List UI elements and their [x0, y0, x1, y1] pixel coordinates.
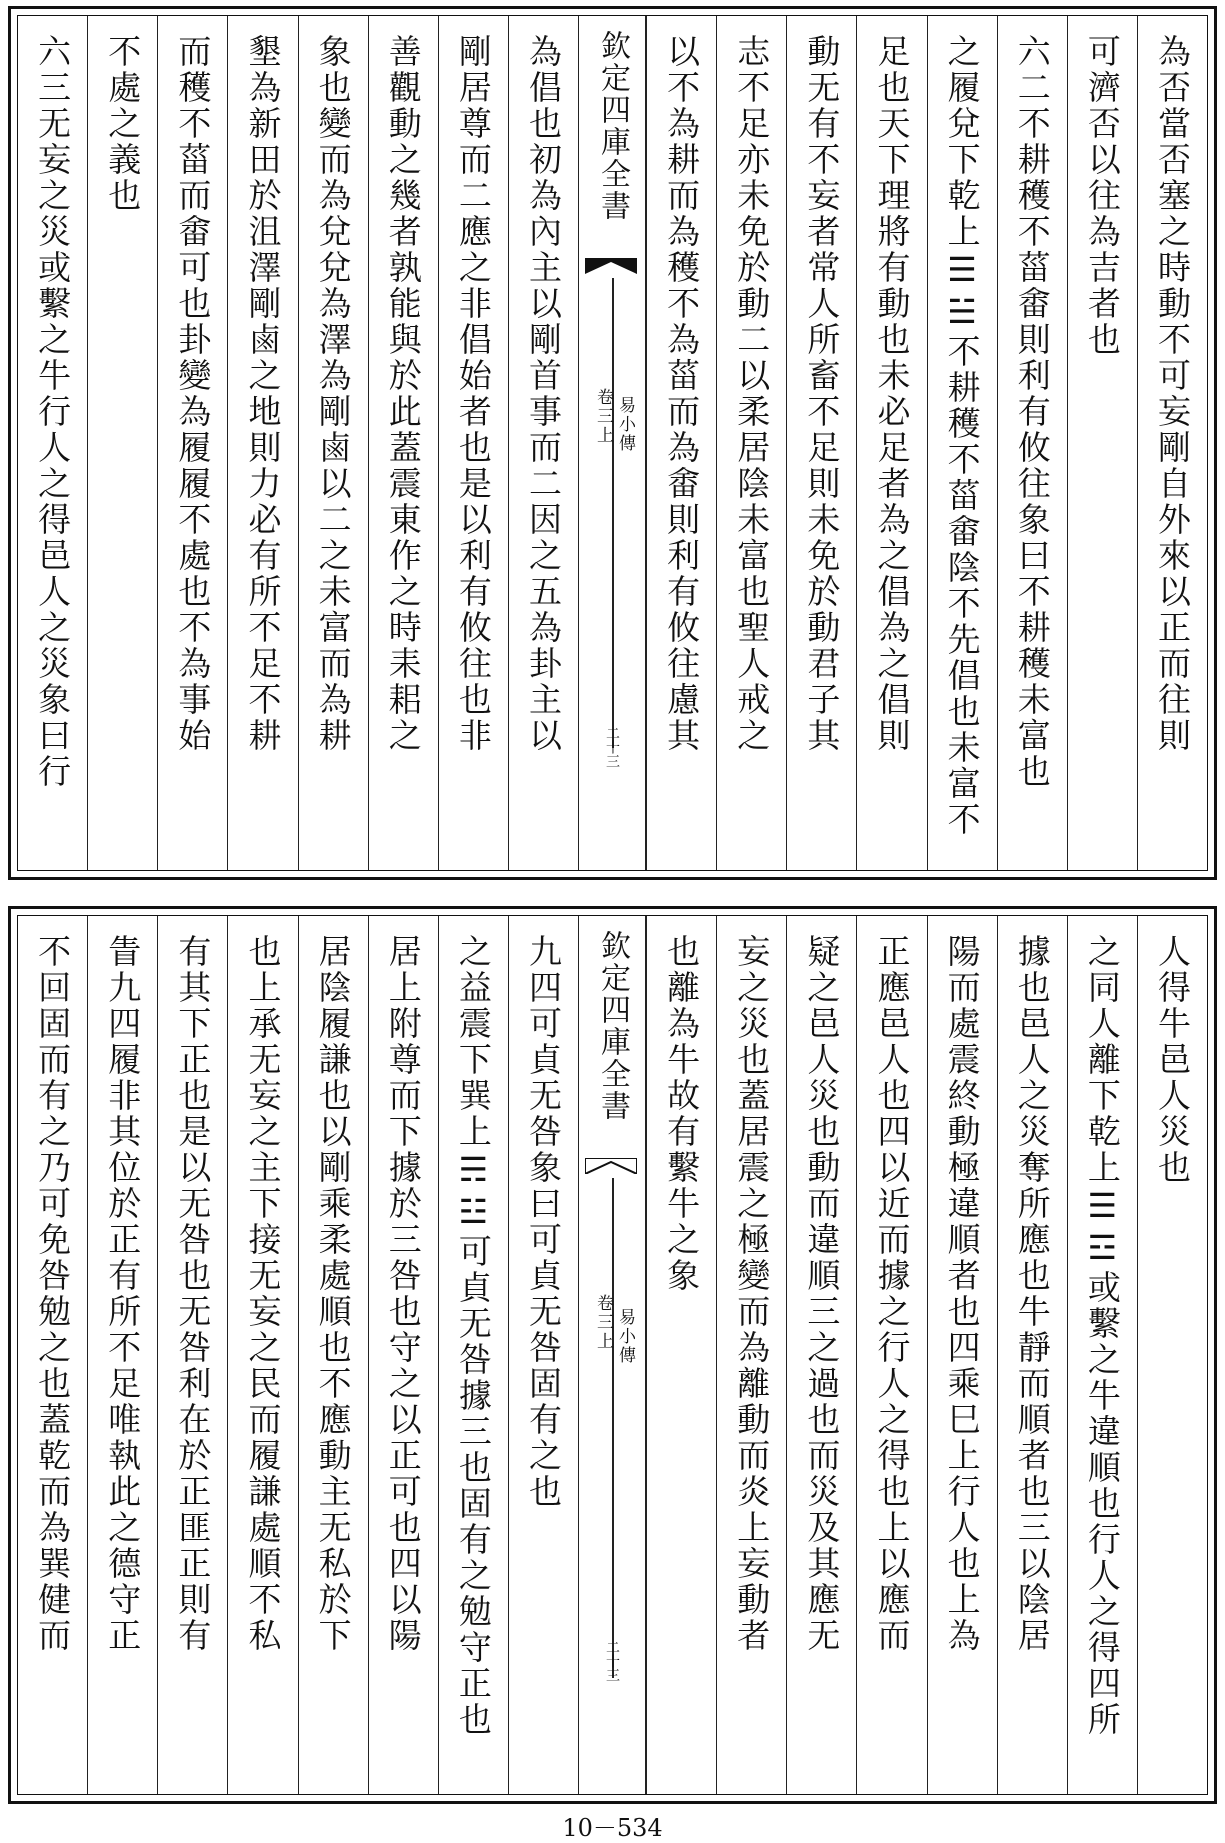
top-page	[8, 6, 1217, 880]
top-page-frame	[17, 15, 1208, 871]
banner-title: 欽定四庫全書	[595, 30, 630, 222]
text-column: 也上承无妄之主下接无妄之民而履謙處順不私	[227, 916, 297, 1794]
text-column: 有其下正也是以无咎也无咎利在於正匪正則有	[157, 916, 227, 1794]
text-column: 動无有不妄者常人所畜不足則未免於動君子其	[786, 16, 856, 870]
fish-tail-ornament	[585, 1158, 637, 1174]
text-column: 志不足亦未免於動二以柔居陰未富也聖人戒之	[716, 16, 786, 870]
text-column: 而穫不菑而畬可也卦變為履履不處也不為事始	[157, 16, 227, 870]
page-reference: 10－534	[562, 1814, 663, 1842]
text-column: 居上附尊而下據於三咎也守之以正可也四以陽	[368, 916, 438, 1794]
text-column: 陽而處震終動極違順者也四乘巳上行人也上為	[927, 916, 997, 1794]
text-column: 妄之災也蓋居震之極變而為離動而炎上妄動者	[716, 916, 786, 1794]
text-column: 之益震下巽上☴☳可貞无咎據三也固有之勉守正也	[438, 916, 508, 1794]
text-column: 足也天下理將有動也未必足者為之倡為之倡則	[856, 16, 926, 870]
text-column: 人得牛邑人災也	[1137, 916, 1207, 1794]
bottom-page-frame	[17, 915, 1208, 1795]
text-column: 以不為耕而為穫不為菑而為畬則利有攸往慮其	[646, 16, 716, 870]
banner-rule	[612, 278, 614, 748]
text-column: 疑之邑人災也動而違順三之過也而災及其應无	[786, 916, 856, 1794]
banner-volume: 卷三上	[593, 388, 613, 445]
text-column: 也離為牛故有繫牛之象	[646, 916, 716, 1794]
text-column: 九四可貞无咎象曰可貞无咎固有之也	[508, 916, 578, 1794]
banner-page-number: 二十三	[604, 726, 620, 768]
text-column: 之同人離下乾上☰☲或繫之牛違順也行人之得四所	[1067, 916, 1137, 1794]
banner-book: 易小傳	[615, 396, 635, 453]
bottom-columns	[18, 916, 1207, 1794]
banner-rule	[612, 1178, 614, 1678]
text-column: 可濟否以往為吉者也	[1067, 16, 1137, 870]
text-column: 正應邑人也四以近而據之行人之得也上以應而	[856, 916, 926, 1794]
text-column: 不處之義也	[87, 16, 157, 870]
text-column: 不回固而有之乃可免咎勉之也蓋乾而為巽健而	[33, 934, 73, 1654]
banner-page-number: 二十三	[604, 1640, 620, 1682]
center-banner	[578, 916, 646, 1794]
top-columns	[18, 16, 1207, 870]
text-column: 象也變而為兌兌為澤為剛鹵以二之未富而為耕	[298, 16, 368, 870]
banner-book: 易小傳	[615, 1308, 635, 1365]
banner-volume: 卷三上	[593, 1294, 613, 1351]
text-column: 之履兌下乾上☰☱不耕穫不菑畬陰不先倡也未富不	[927, 16, 997, 870]
text-column: 據也邑人之災奪所應也牛靜而順者也三以陰居	[997, 916, 1067, 1794]
text-column: 為倡也初為內主以剛首事而二因之五為卦主以	[508, 16, 578, 870]
text-column: 六三无妄之災或繫之牛行人之得邑人之災象曰行	[33, 34, 73, 790]
text-column: 眚九四履非其位於正有所不足唯執此之德守正	[87, 916, 157, 1794]
text-column: 善觀動之幾者孰能與於此蓋震東作之時耒耜之	[368, 16, 438, 870]
fish-tail-ornament	[585, 258, 637, 274]
center-banner	[578, 16, 646, 870]
text-column: 六二不耕穫不菑畬則利有攸往象曰不耕穫未富也	[997, 16, 1067, 870]
banner-title: 欽定四庫全書	[595, 930, 630, 1122]
text-column: 墾為新田於沮澤剛鹵之地則力必有所不足不耕	[227, 16, 297, 870]
text-column: 剛居尊而二應之非倡始者也是以利有攸往也非	[438, 16, 508, 870]
text-column: 為否當否塞之時動不可妄剛自外來以正而往則	[1137, 16, 1207, 870]
bottom-page	[8, 906, 1217, 1804]
text-column: 居陰履謙也以剛乘柔處順也不應動主无私於下	[298, 916, 368, 1794]
